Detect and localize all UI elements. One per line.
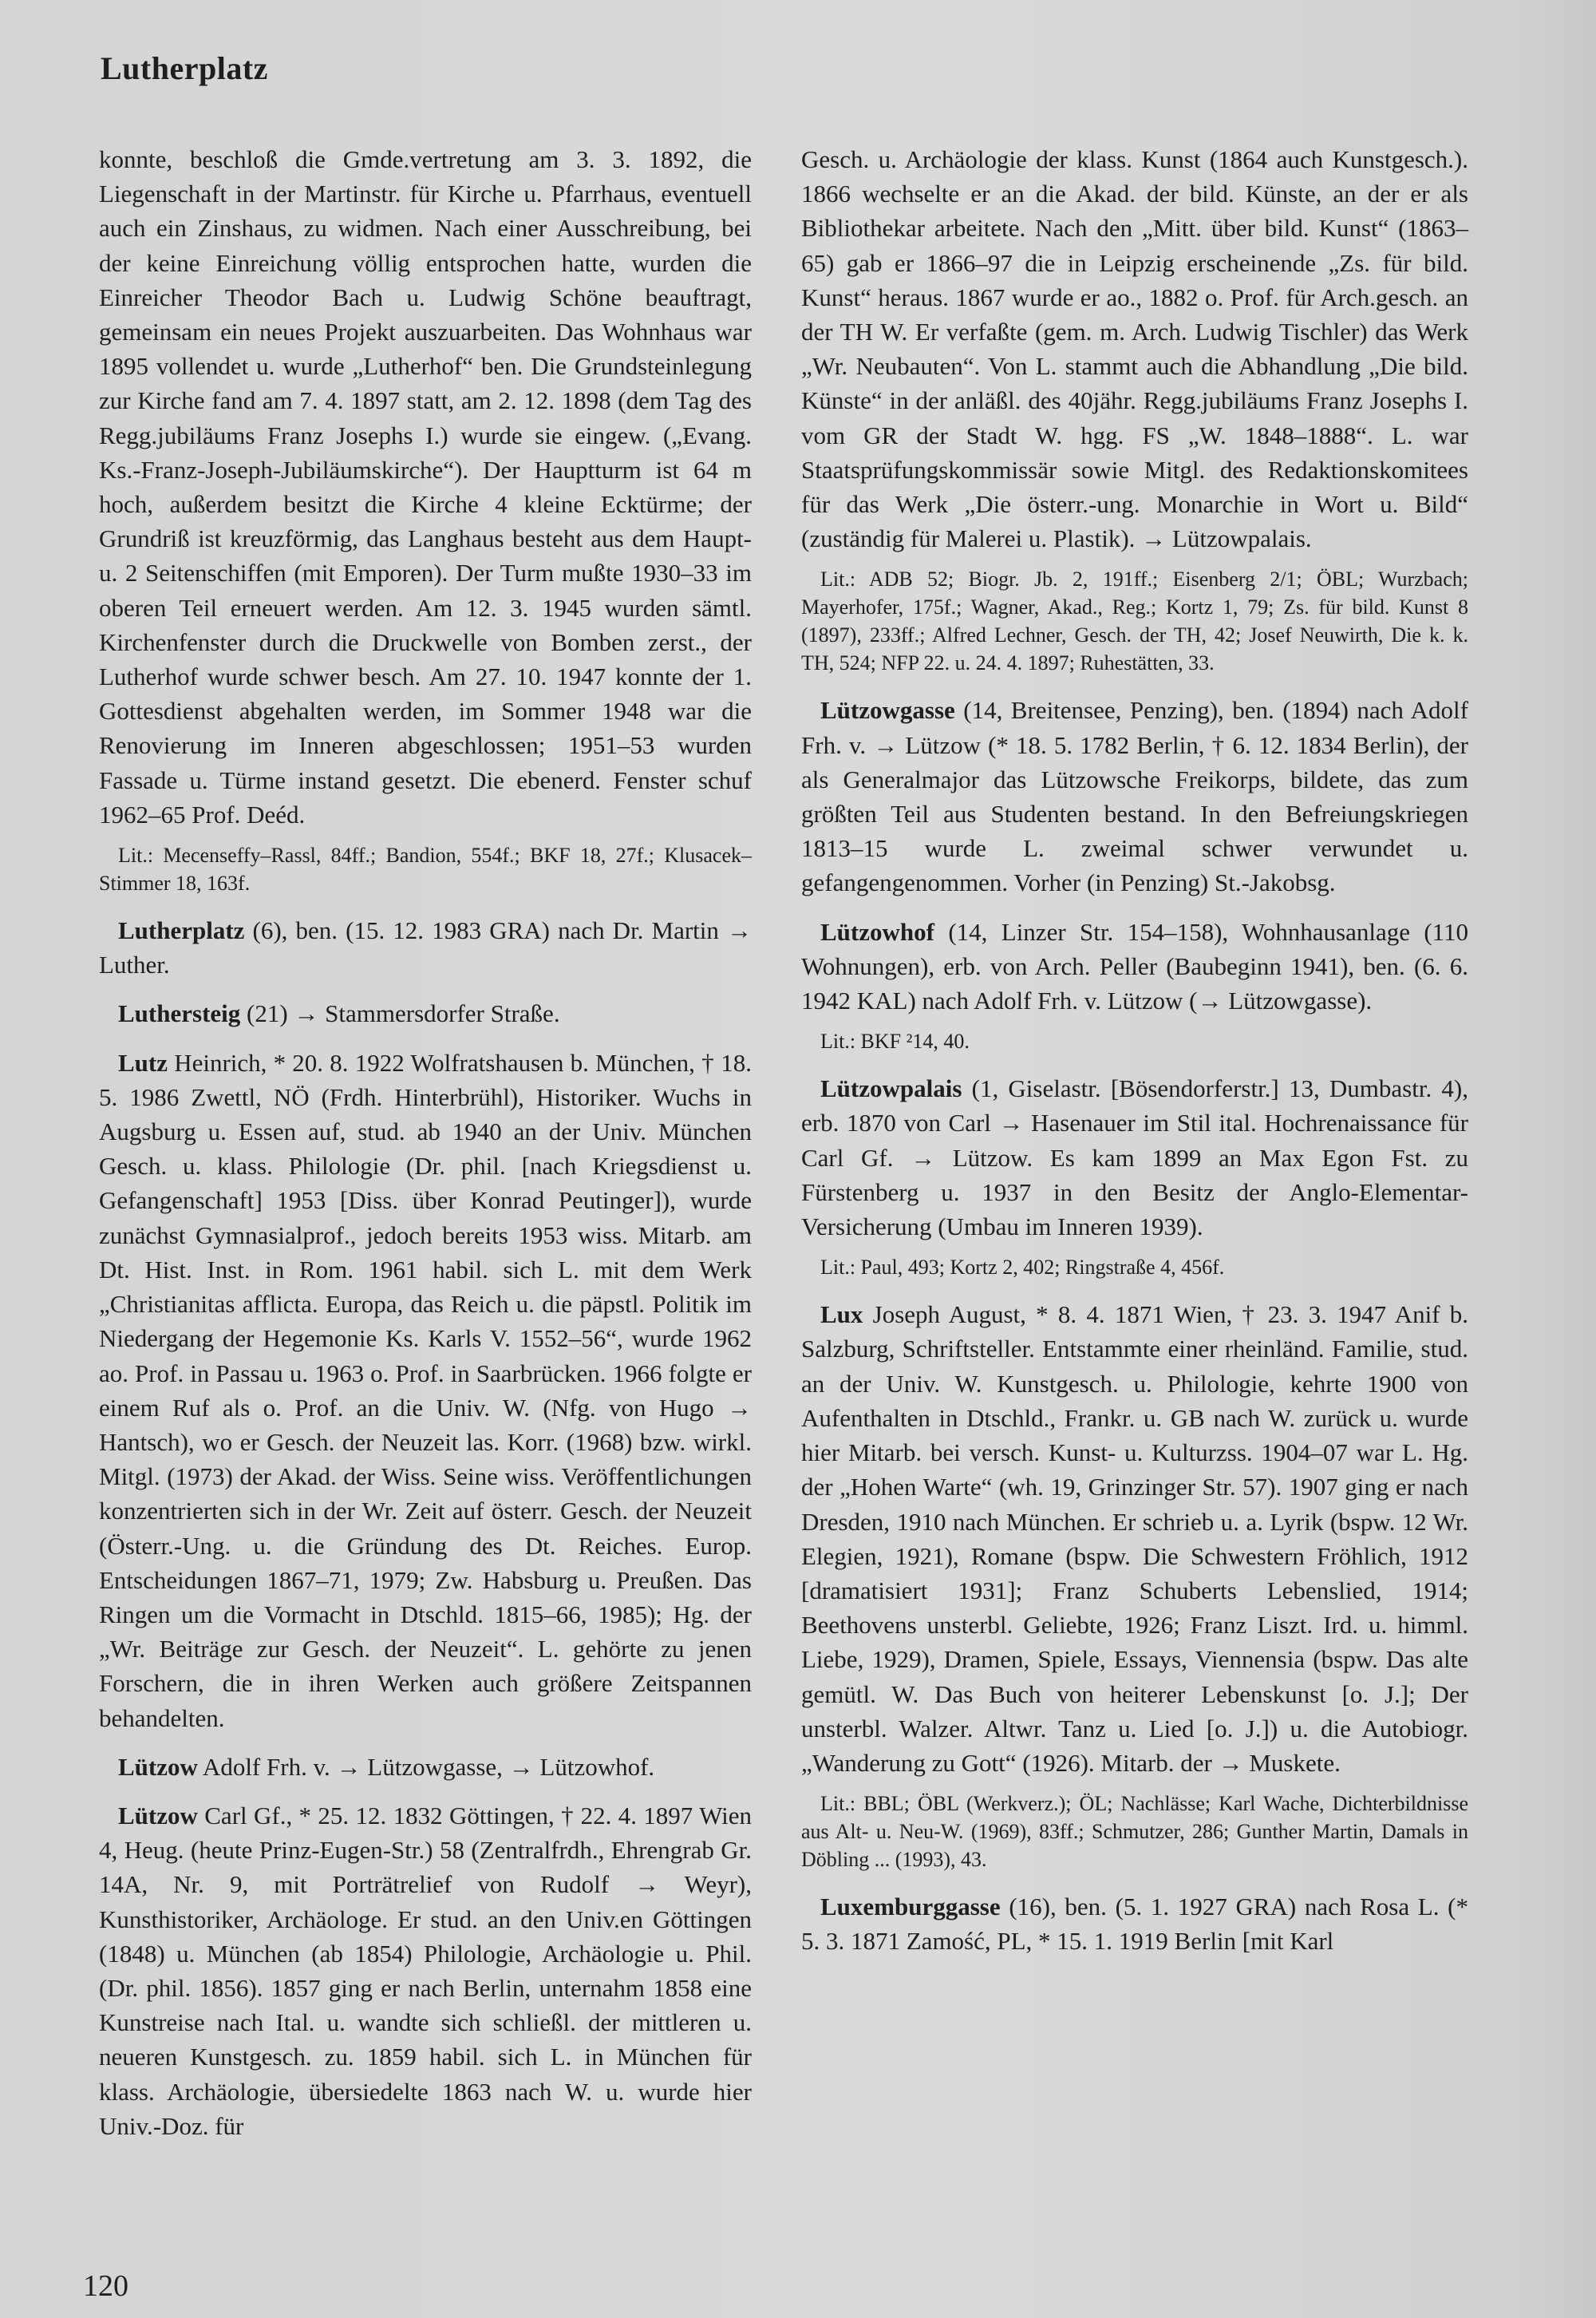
lemma: Lux [820, 1300, 863, 1329]
right-column [801, 142, 1468, 1973]
lemma: Luxemburggasse [820, 1893, 1001, 1921]
left-column [99, 142, 752, 2158]
literature-note: Lit.: BKF ²14, 40. [820, 1030, 970, 1054]
entry-luxemburggasse: Luxemburggasse (16), ben. (5. 1. 1927 GRA) nach Rosa L. (* 5. 3. 1871 Zamość, PL, * 15. 1. 1919 Berlin [mit Karl [801, 1893, 1468, 1956]
lemma: Lützowpalais [820, 1074, 962, 1103]
literature-note: Lit.: Paul, 493; Kortz 2, 402; Ringstraße 4, 456f. [820, 1256, 1225, 1280]
lemma: Lützowgasse [820, 696, 955, 725]
lemma: Lützow [118, 1801, 198, 1829]
page-number: 120 [83, 2269, 128, 2303]
literature-note: Lit.: Mecenseffy–Rassl, 84ff.; Bandion, 554f.; BKF 18, 27f.; Klusacek–Stimmer 18, 163f. [99, 844, 752, 896]
entry-luthersteig: Luthersteig (21) → Stammersdorfer Straße. [118, 999, 560, 1028]
lemma: Lützowhof [820, 917, 934, 946]
lemma: Lutz [118, 1048, 168, 1077]
entry-luetzow-adolf: Lützow Adolf Frh. v. → Lützowgasse, → Lützowhof. [118, 1752, 655, 1781]
literature-note: Lit.: BBL; ÖBL (Werkverz.); ÖL; Nachlässe; Karl Wache, Dichterbildnisse aus Alt- u. Neu-W. (1969), 83ff.; Schmutzer, 286; Gunther Martin, Damals in Döbling ... (1993), 43. [801, 1792, 1468, 1872]
lemma: Lützow [118, 1752, 198, 1781]
entry-luetzowgasse: Lützowgasse (14, Breitensee, Penzing), ben. (1894) nach Adolf Frh. v. → Lützow (* 18. 5. 1782 Berlin, † 6. 12. 1834 Berlin), der als Generalmajor das Lützowsche Freikorps, bildete, das zum größten Teil aus Studenten bestand. In den Befreiungskriegen 1813–15 wurde L. zweimal schwer verwundet u. gefangengenommen. Vorher (in Penzing) St.-Jakobsg. [801, 696, 1468, 897]
entry-luetzow-carl: Lützow Carl Gf., * 25. 12. 1832 Göttingen, † 22. 4. 1897 Wien 4, Heug. (heute Prinz-Eugen-Str.) 58 (Zentralfrdh., Ehrengrab Gr. 14A, Nr. 9, mit Porträtrelief von Rudolf → Weyr), Kunsthistoriker, Archäologe. Er stud. an den Univ.en Göttingen (1848) u. München (ab 1854) Philologie, Archäologie u. Phil. (Dr. phil. 1856). 1857 ging er nach Berlin, unternahm 1858 eine Kunstreise nach Ital. u. wandte sich schließl. der mittleren u. neueren Kunstgesch. zu. 1859 habil. sich L. in München für klass. Archäologie, übersiedelte 1863 nach W. u. wurde hier Univ.-Doz. für [99, 1801, 752, 2140]
entry-lutherplatz: Lutherplatz (6), ben. (15. 12. 1983 GRA) nach Dr. Martin → Luther. [99, 916, 752, 979]
entry-continuation: Gesch. u. Archäologie der klass. Kunst (1864 auch Kunstgesch.). 1866 wechselte er an die Akad. der bild. Künste, an der er als Bibliothekar arbeitete. Nach den „Mitt. über bild. Kunst“ (1863–65) gab er 1866–97 die in Leipzig erscheinende „Zs. für bild. Kunst“ heraus. 1867 wurde er ao., 1882 o. Prof. für Arch.gesch. an der TH W. Er verfaßte (gem. m. Arch. Ludwig Tischler) das Werk „Wr. Neubauten“. Von L. stammt auch die Abhandlung „Die bild. Künste“ in der anläßl. des 40jähr. Regg.jubiläums Franz Josephs I. vom GR der Stadt W. hgg. FS „W. 1848–1888“. L. war Staatsprüfungskommissär sowie Mitgl. des Redaktionskomitees für das Werk „Die österr.-ung. Monarchie in Wort u. Bild“ (zuständig für Malerei u. Plastik). → Lützowpalais. [801, 145, 1468, 553]
entry-continuation: konnte, beschloß die Gmde.vertretung am 3. 3. 1892, die Liegenschaft in der Martinstr. für Kirche u. Pfarrhaus, eventuell auch ein Zinshaus, zu widmen. Nach einer Ausschreibung, bei der keine Einreichung völlig entsprochen hatte, wurden die Einreicher Theodor Bach u. Ludwig Schöne beauftragt, gemeinsam ein neues Projekt auszuarbeiten. Das Wohnhaus war 1895 vollendet u. wurde „Lutherhof“ ben. Die Grundsteinlegung zur Kirche fand am 7. 4. 1897 statt, am 2. 12. 1898 (dem Tag des Regg.jubiläums Franz Josephs I.) wurde sie eingew. („Evang. Ks.-Franz-Joseph-Jubiläumskirche“). Der Hauptturm ist 64 m hoch, außerdem besitzt die Kirche 4 kleine Ecktürme; der Grundriß ist kreuzförmig, das Langhaus besteht aus dem Haupt- u. 2 Seitenschiffen (mit Emporen). Der Turm mußte 1930–33 im oberen Teil erneuert werden. Am 12. 3. 1945 wurden sämtl. Kirchenfenster durch die Druckwelle von Bomben zerst., der Lutherhof wurde schwer besch. Am 27. 10. 1947 konnte der 1. Gottesdienst abgehalten werden, im Sommer 1948 war die Renovierung im Inneren abgeschlossen; 1951–53 wurden Fassade u. Türme instand gesetzt. Die ebenerd. Fenster schuf 1962–65 Prof. Deéd. [99, 145, 752, 829]
entry-luetzowpalais: Lützowpalais (1, Giselastr. [Bösendorferstr.] 13, Dumbastr. 4), erb. 1870 von Carl → Hasenauer im Stil ital. Hochrenaissance für Carl Gf. → Lützow. Es kam 1899 an Max Egon Fst. zu Fürstenberg u. 1937 in den Besitz der Anglo-Elementar-Versicherung (Umbau im Inneren 1939). [801, 1074, 1468, 1241]
literature-note: Lit.: ADB 52; Biogr. Jb. 2, 191ff.; Eisenberg 2/1; ÖBL; Wurzbach; Mayerhofer, 175f.; Wagner, Akad., Reg.; Kortz 1, 79; Zs. für bild. Kunst 8 (1897), 233ff.; Alfred Lechner, Gesch. der TH, 42; Josef Neuwirth, Die k. k. TH, 524; NFP 22. u. 24. 4. 1897; Ruhestätten, 33. [801, 568, 1468, 675]
running-head: Lutherplatz [101, 50, 268, 86]
entry-luetzowhof: Lützowhof (14, Linzer Str. 154–158), Wohnhausanlage (110 Wohnungen), erb. von Arch. Peller (Baubeginn 1941), ben. (6. 6. 1942 KAL) nach Adolf Frh. v. Lützow (→ Lützowgasse). [801, 917, 1468, 1015]
entry-lutz: Lutz Heinrich, * 20. 8. 1922 Wolfratshausen b. München, † 18. 5. 1986 Zwettl, NÖ (Frdh. Hinterbrühl), Historiker. Wuchs in Augsburg u. Essen auf, stud. ab 1940 an der Univ. München Gesch. u. klass. Philologie (Dr. phil. [nach Kriegsdienst u. Gefangenschaft] 1953 [Diss. über Konrad Peutinger]), wurde zunächst Gymnasialprof., jedoch bereits 1953 wiss. Mitarb. am Dt. Hist. Inst. in Rom. 1961 habil. sich L. mit dem Werk „Christianitas afflicta. Europa, das Reich u. die päpstl. Politik im Niedergang der Hegemonie Ks. Karls V. 1552–56“, wurde 1962 ao. Prof. in Passau u. 1963 o. Prof. in Saarbrücken. 1966 folgte er einem Ruf als o. Prof. an die Univ. W. (Nfg. von Hugo → Hantsch), wo er Gesch. der Neuzeit las. Korr. (1968) bzw. wirkl. Mitgl. (1973) der Akad. der Wiss. Seine wiss. Veröffentlichungen konzentrierten sich in der Wr. Zeit auf österr. Gesch. der Neuzeit (Österr.-Ung. u. die Gründung des Dt. Reiches. Europ. Entscheidungen 1867–71, 1979; Zw. Habsburg u. Preußen. Das Ringen um die Vormacht in Dtschld. 1815–66, 1985); Hg. der „Wr. Beiträge zur Gesch. der Neuzeit“. L. gehörte zu jenen Forschern, die in ihren Werken auch größere Zeitspannen behandelten. [99, 1048, 752, 1732]
entry-lux: Lux Joseph August, * 8. 4. 1871 Wien, † 23. 3. 1947 Anif b. Salzburg, Schriftsteller. Entstammte einer rheinländ. Familie, stud. an der Univ. W. Kunstgesch. u. Philologie, kehrte 1900 von Aufenthalten in Dtschld., Frankr. u. GB nach W. zurück u. wurde hier Mitarb. bei versch. Kunst- u. Kulturzss. 1904–07 war L. Hg. der „Hohen Warte“ (wh. 19, Grinzinger Str. 57). 1907 ging er nach Dresden, 1910 nach München. Er schrieb u. a. Lyrik (bspw. 12 Wr. Elegien, 1921), Romane (bspw. Die Schwestern Fröhlich, 1912 [dramatisiert 1931]; Franz Schuberts Lebenslied, 1914; Beethovens unsterbl. Geliebte, 1926; Franz Liszt. Ird. u. himml. Liebe, 1929), Dramen, Spiele, Essays, Viennensia (bspw. Das alte gemütl. W. Das Buch von heiterer Lebenskunst [o. J.]; Der unsterbl. Walzer. Altwr. Tanz u. Lied [o. J.]) u. die Autobiogr. „Wanderung zu Gott“ (1926). Mitarb. der → Muskete. [801, 1300, 1468, 1777]
lemma: Lutherplatz [118, 916, 245, 945]
lemma: Luthersteig [118, 999, 241, 1028]
